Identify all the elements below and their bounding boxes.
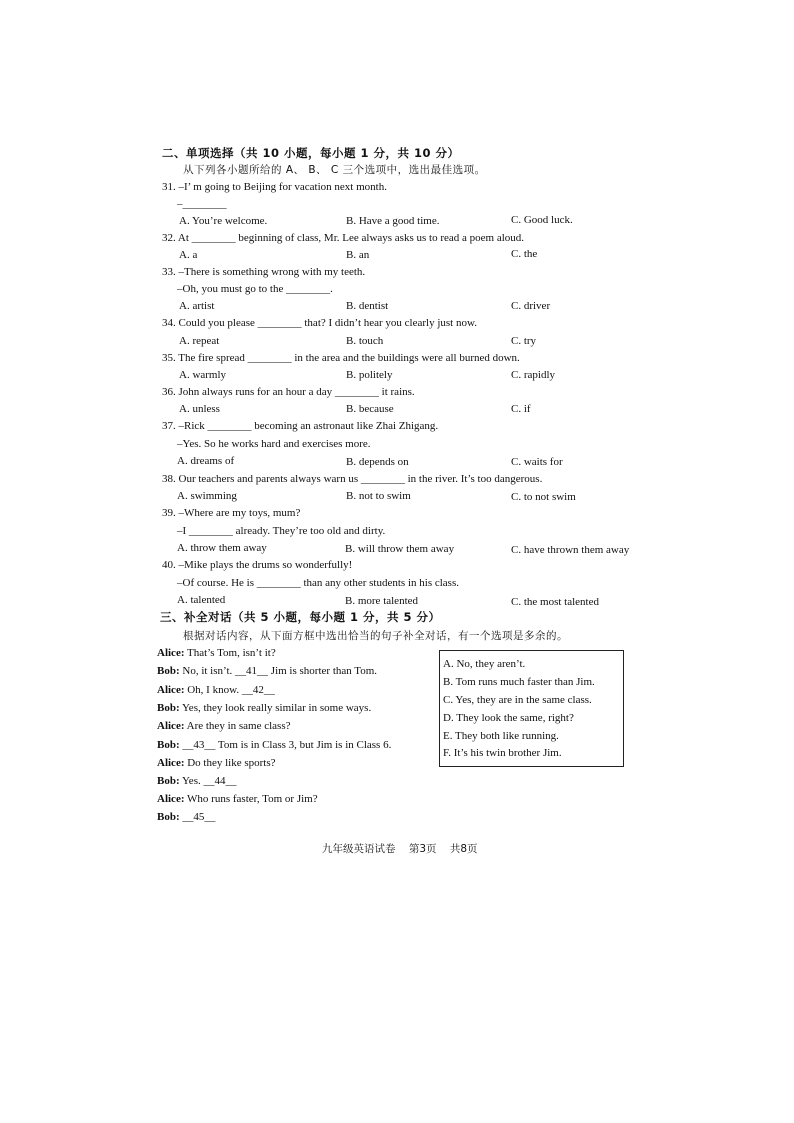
q39-stem: 39. –Where are my toys, mum?: [162, 507, 301, 519]
q31-option-a: A. You’re welcome.: [179, 215, 268, 227]
q39-option-a: A. throw them away: [177, 542, 267, 554]
dialogue-line: [157, 683, 275, 697]
q39-option-b: B. will throw them away: [345, 543, 455, 555]
q31-blank: –________: [177, 198, 227, 210]
q36-option-b: B. because: [346, 403, 394, 415]
q33-option-c: C. driver: [511, 300, 551, 312]
speaker-label: Bob:: [157, 775, 180, 787]
q32-stem: 32. At ________ beginning of class, Mr. Lee always asks us to read a poem aloud.: [162, 232, 525, 244]
section3-instruction: 根据对话内容，从下面方框中选出恰当的句子补全对话，有一个选项是多余的。: [183, 630, 568, 642]
option-a: A. No, they aren’t.: [443, 658, 526, 670]
speaker-label: Alice:: [157, 793, 185, 805]
speaker-label: Bob:: [157, 739, 180, 751]
q35-stem: 35. The fire spread ________ in the area and the buildings were all burned down.: [162, 352, 520, 364]
section2-title: 二、单项选择（共 10 小题，每小题 1 分，共 10 分）: [162, 146, 460, 160]
q36-stem: 36. John always runs for an hour a day ________ it rains.: [162, 386, 415, 398]
speaker-label: Alice:: [157, 647, 185, 659]
dialogue-text: Oh, I know. __42__: [187, 684, 275, 696]
option-b: B. Tom runs much faster than Jim.: [443, 676, 595, 688]
dialogue-text: Who runs faster, Tom or Jim?: [187, 793, 318, 805]
q37-reply: –Yes. So he works hard and exercises more.: [177, 438, 371, 450]
speaker-label: Bob:: [157, 665, 180, 677]
q37-option-b: B. depends on: [346, 456, 409, 468]
speaker-label: Alice:: [157, 684, 185, 696]
q34-stem: 34. Could you please ________ that? I didn’t hear you clearly just now.: [162, 317, 477, 329]
q38-stem: 38. Our teachers and parents always warn us ________ in the river. It’s too dangerous.: [162, 473, 543, 485]
dialogue-line: [157, 719, 291, 733]
speaker-label: Alice:: [157, 720, 185, 732]
q32-option-b: B. an: [346, 249, 370, 261]
q34-option-c: C. try: [511, 335, 537, 347]
option-d: D. They look the same, right?: [443, 712, 574, 724]
q35-option-b: B. politely: [346, 369, 393, 381]
options-box: [439, 650, 624, 767]
dialogue-line: [157, 646, 276, 660]
dialogue-text: __45__: [182, 811, 216, 823]
dialogue-text: No, it isn’t. __41__ Jim is shorter than Tom.: [182, 665, 378, 677]
dialogue-line: [157, 810, 215, 824]
q33-stem: 33. –There is something wrong with my teeth.: [162, 266, 366, 278]
q33-option-b: B. dentist: [346, 300, 389, 312]
q37-option-c: C. waits for: [511, 456, 563, 468]
q31-option-c: C. Good luck.: [511, 214, 573, 226]
dialogue-text: That’s Tom, isn’t it?: [187, 647, 276, 659]
q32-option-a: A. a: [179, 249, 198, 261]
section3-title: 三、补全对话（共 5 小题，每小题 1 分，共 5 分）: [160, 610, 441, 624]
option-f: F. It’s his twin brother Jim.: [443, 747, 562, 759]
q40-option-c: C. the most talented: [511, 596, 599, 608]
dialogue-line: [157, 774, 236, 788]
q36-option-a: A. unless: [179, 403, 220, 415]
q35-option-a: A. warmly: [179, 369, 227, 381]
dialogue-line: [157, 792, 318, 806]
speaker-label: Alice:: [157, 757, 185, 769]
q31-option-b: B. Have a good time.: [346, 215, 440, 227]
dialogue-text: Yes, they look really similar in some ways.: [181, 702, 372, 714]
q31-stem: 31. –I’ m going to Beijing for vacation next month.: [162, 181, 387, 193]
q40-stem: 40. –Mike plays the drums so wonderfully!: [162, 559, 353, 571]
q40-option-a: A. talented: [177, 594, 226, 606]
q32-option-c: C. the: [511, 248, 538, 260]
q40-reply: –Of course. He is ________ than any other students in his class.: [177, 577, 459, 589]
dialogue-text: Do they like sports?: [187, 757, 276, 769]
q38-option-a: A. swimming: [177, 490, 237, 502]
speaker-label: Bob:: [157, 811, 180, 823]
q40-option-b: B. more talented: [345, 595, 419, 607]
option-c: C. Yes, they are in the same class.: [443, 694, 592, 706]
q34-option-b: B. touch: [346, 335, 384, 347]
q36-option-c: C. if: [511, 403, 531, 415]
dialogue-text: Are they in same class?: [186, 720, 291, 732]
dialogue-text: Yes. __44__: [181, 775, 237, 787]
q39-reply: –I ________ already. They’re too old and dirty.: [177, 525, 386, 537]
q34-option-a: A. repeat: [179, 335, 220, 347]
page-footer: 九年级英语试卷 第3页 共8页: [322, 843, 478, 855]
speaker-label: Bob:: [157, 702, 180, 714]
dialogue-line: [157, 738, 391, 752]
dialogue-line: [157, 701, 371, 715]
q39-option-c: C. have thrown them away: [511, 544, 630, 556]
dialogue-line: [157, 664, 377, 678]
q37-stem: 37. –Rick ________ becoming an astronaut like Zhai Zhigang.: [162, 420, 439, 432]
q35-option-c: C. rapidly: [511, 369, 555, 381]
q33-reply: –Oh, you must go to the ________.: [177, 283, 333, 295]
section2-instruction: 从下列各小题所给的 A、 B、 C 三个选项中，选出最佳选项。: [183, 164, 486, 176]
q33-option-a: A. artist: [179, 300, 215, 312]
dialogue-text: __43__ Tom is in Class 3, but Jim is in Class 6.: [182, 739, 392, 751]
option-e: E. They both like running.: [443, 730, 559, 742]
q37-option-a: A. dreams of: [177, 455, 235, 467]
q38-option-c: C. to not swim: [511, 491, 576, 503]
q38-option-b: B. not to swim: [346, 490, 411, 502]
dialogue-line: [157, 756, 276, 770]
